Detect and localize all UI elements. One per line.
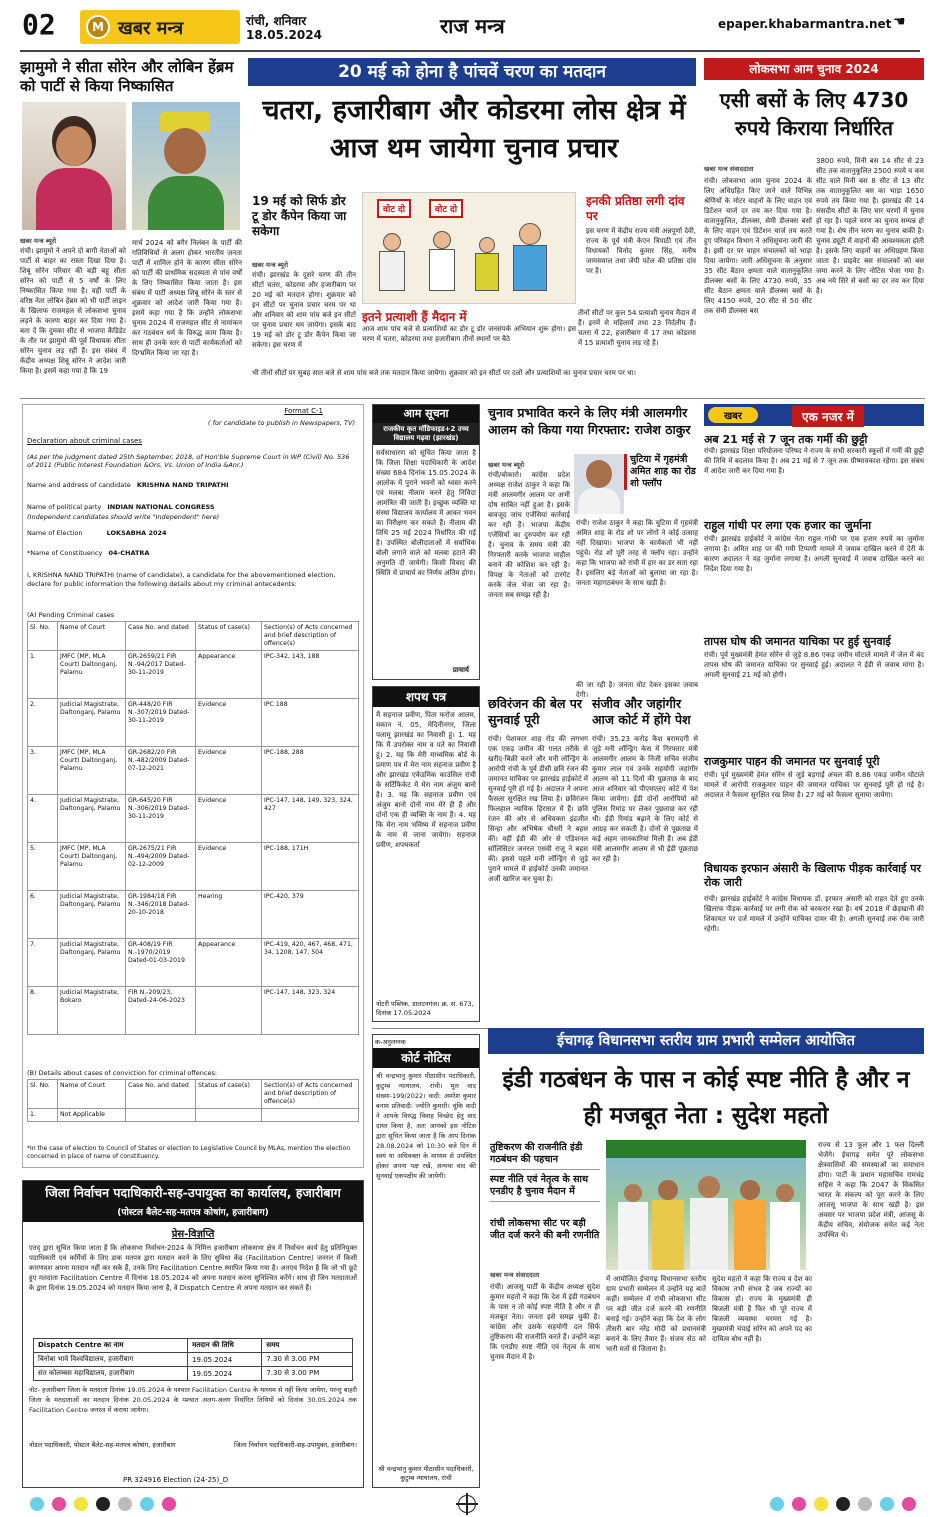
headline: चुनाव प्रभावित करने के लिए मंत्री आलमगीर आलम को किया गया गिरफ्तार: राजेश ठाकुर xyxy=(488,405,691,437)
brief-3-headline: तापस घोष की जमानत याचिका पर हुई सुनवाई xyxy=(704,635,891,648)
sign-left: नोडल पदाधिकारी, पोस्टल बैलेट-सह-मतपत्र कोषांग, हजारीबाग xyxy=(29,1441,176,1449)
footnote: *In the case of election to Council of States or election to Legislative Council by MLAs, mention the election concerned in place of name of constituency. xyxy=(27,1145,350,1160)
notice-title: जिला निर्वाचन पदाधिकारी-सह-उपायुक्त का कार्यालय, हजारीबाग xyxy=(23,1181,363,1205)
court-sign: श्री चन्द्रभानु कुमार पीठासीन पदाधिकारी, कुटुम्ब न्यायालय, रांची xyxy=(378,1465,474,1482)
notice-school: राजकीय कृत मॉडिफाइड+2 उच्च विद्यालय गढ़वा (झारखंड) xyxy=(373,423,479,445)
notice-body: सर्वसाधारण को सूचित किया जाता है कि जिला शिक्षा पदाधिकारी के आदेश संख्या 684 दिनांक 15.05.2024 के आलोक में पुराने भवनों को ध्वस्त करने एवं मलबा नीलाम करने हेतु निविदा आमंत्रित की जाती है। इच्छुक व्यक्ति या संस्था विद्यालय कार्यालय में आकर भवन का निरीक्षण कर सकते हैं। नीलाम की तिथि 25 मई 2024 निर्धारित की गई है। उपस्थित बोलीदाताओं में सर्वाधिक बोली लगाने वाले को मलबा हटाने की अनुमति दी जायेगी। किसी विवाद की स्थिति में प्राचार्य का निर्णय अंतिम होगा। xyxy=(376,449,476,577)
reg-dot xyxy=(74,1497,88,1511)
conviction-table xyxy=(27,1079,359,1122)
ek-nazar-label: एक नजर में xyxy=(792,406,864,427)
cartoon-illustration xyxy=(362,192,576,304)
headline: एसी बसों के लिए 4730 रुपये किराया निर्धारित xyxy=(719,88,909,140)
affidavit-format-c1 xyxy=(22,404,364,1168)
divider-horizontal-top xyxy=(20,398,925,399)
story-col-5: भी तीनों सीटों पर सुबह सात बजे से शाम पांच बजे तक मतदान किया जायेगा। शुक्रवार को इन सीटों पर दलों और प्रत्याशियों का चुनाव प्रचार चरम पर था। xyxy=(252,369,637,377)
masthead-date: 18.05.2024 xyxy=(246,28,322,42)
story-col-2: 3800 रुपये, मिनी बस 14 सीट से 23 सीट तक वातानुकूलित 2500 रुपये व कम सीट वाले मिनी बस 8 सीट से 13 सीट तक वातानुकूलित बस का भाड़ा 1650 रुपये तय किया गया है। झारखंड की 14 संसदीय सीटों के लिए चार चरणों में चुनाव हो रहा है। पहले चरण का चुनाव सम्पन्न हो गया है। शेष तीन चरण का चुनाव बाकी है। चुनाव ड्यूटी में वाहनों की आवश्यकता होती है। इसके लिए वाहनों का अधिग्रहण किया जाता है। प्राइवेट बस संचालकों को बस जमा करने के लिए नोटिस भेजा गया है। अब नये सिरे से बसों का दर तय कर दिया है। xyxy=(816,157,924,295)
reg-dot xyxy=(162,1497,176,1511)
hand-cursor-icon: ☚ xyxy=(893,14,906,30)
byline: खबर मन्त्र ब्यूरो xyxy=(488,461,525,469)
court-label: क-अनुलग्नक xyxy=(375,1038,406,1046)
brief-4-headline: राजकुमार पाहन की जमानत पर सुनवाई पूरी xyxy=(704,755,880,768)
conviction-title: (B) Details about cases of conviction for criminal offences: xyxy=(27,1069,218,1077)
table-header-row: Dispatch Centre का नाम मतदान की तिथि समय xyxy=(34,1339,353,1353)
kicker-bar: 20 मई को होना है पांचवें चरण का मतदान xyxy=(248,58,696,86)
table-row: 4. Judicial Magistrate, Daltonganj, Palamu GR-645/20 FIR N.-306/2019 Dated-30-11-2019 Evidence IPC-147, 148, 149, 323, 324, 427 xyxy=(28,795,359,843)
byline: खबर मन्त्र ब्यूरो xyxy=(252,261,289,269)
table-row: 6. Judicial Magistrate, Daltonganj, Palamu GR-1984/18 FIR N.-346/2018 Dated-20-10-2018 Hearing IPC-420, 379 xyxy=(28,891,359,939)
brand-bar xyxy=(80,10,240,44)
party-label: Name of political party xyxy=(27,503,102,511)
party-note: (Independent candidates should write "Independent" here) xyxy=(27,513,220,521)
brief-1-headline: अब 21 मई से 7 जून तक गर्मी की छुट्टी xyxy=(704,433,868,446)
constituency-value: 04-CHATRA xyxy=(108,549,150,557)
brand-logo-icon: M xyxy=(86,15,110,39)
brief-5-headline: विधायक इरफान अंसारी के खिलाफ पीड़क कार्रवाई पर रोक जारी xyxy=(704,862,922,889)
election-label: Name of Election xyxy=(27,529,83,537)
brief-banner xyxy=(704,404,924,426)
photo-rally xyxy=(606,1140,806,1270)
election-value: LOKSABHA 2024 xyxy=(106,529,167,537)
story-body: रांची। 35.23 करोड़ कैश बरामदगी से जुड़े मनी लॉन्ड्रिंग केस में गिरफ्तार मंत्री आलमगीर आलम के निजी सचिव संजीव कुमार लाल एवं उनके सहयोगी जहांगीर आलम को 11 दिनों की पूछताछ के बाद आज शनिवार को पीएमएलए कोर्ट में पेश किया जायेगा। ईडी दोनों आरोपियों को पुलिस रिमांड पर लेकर पूछताछ कर रही थी। ईडी रिमांड बढ़ाने के लिए कोर्ट से आग्रह कर सकती है। दोनों से पूछताछ में कई अहम जानकारियां मिली हैं। अब ईडी मंत्री आलमगीर आलम से भी ईडी पूछताछ कर रही है। xyxy=(592,735,698,863)
story-jmm-expulsion xyxy=(20,58,242,390)
court-title: कोर्ट नोटिस xyxy=(373,1048,479,1068)
subhead-candidates: इतने प्रत्याशी हैं मैदान में xyxy=(362,310,467,324)
pending-cases-title: (A) Pending Criminal cases xyxy=(27,611,115,619)
public-notice xyxy=(372,404,480,680)
page-number: 02 xyxy=(22,8,56,41)
court-body: श्री चन्द्रभानु कुमार पीठासीन पदाधिकारी, कुटुम्ब न्यायालय, रांची। मूल वाद संख्या-199/2022। वादी: अमरेश कुमार बनाम प्रतिवादी: ज्योति कुमारी। चूंकि वादी ने आपके विरुद्ध विवाह विच्छेद हेतु वाद दायर किया है, अतः आपको इस नोटिस द्वारा सूचित किया जाता है कि आप दिनांक 28.08.2024 को 10:30 बजे दिन में स्वयं या अधिवक्ता के माध्यम से उपस्थित होकर अपना पक्ष रखें, अन्यथा वाद की सुनवाई एकपक्षीय की जायेगी। xyxy=(376,1072,476,1180)
news-briefs xyxy=(704,404,924,1024)
section-name: राज मन्त्र xyxy=(440,14,505,38)
photo-lobin-hembrom xyxy=(132,102,240,230)
sign-right: वोट दो xyxy=(429,199,463,218)
headline: इंडी गठबंधन के पास न कोई स्पष्ट नीति है और न ही मजबूत नेता : सुदेश महतो xyxy=(502,1067,910,1129)
name-label: Name and address of candidate xyxy=(27,481,131,489)
story-col-1: रांची। झारखंड के दूसरे चरण की तीन सीटों चतरा, कोडरमा और हजारीबाग पर 20 मई को मतदान होगा। शुक्रवार को इन सीटों पर चुनाव प्रचार चरम पर था और शनिवार को शाम पांच बजे इन सीटों पर चुनाव प्रचार थम जायेगा। इसके बाद 19 मई को डोर टू डोर कैंपेन किया जा सकेगा। इस चरण में xyxy=(252,271,356,349)
story-col-2: में आयोजित ईचागढ़ विधानसभा स्तरीय ग्राम प्रभारी सम्मेलन में उन्होंने यह बातें कहीं। सम्मेलन में रांची लोकसभा सीट पर बड़ी जीत दर्ज करने की रणनीति बनाई गई। उन्होंने कहा कि देश के लोग तीसरी बार नरेंद्र मोदी को प्रधानमंत्री बनाने के लिए तैयार हैं। संजय सेठ को भारी मतों से जिताना है। xyxy=(606,1275,706,1353)
court-notice xyxy=(372,1034,480,1488)
form-for: ( for candidate to publish in Newspapers, TV) xyxy=(207,419,355,427)
section-banner: लोकसभा आम चुनाव 2024 xyxy=(704,58,924,80)
brief-2-headline: राहुल गांधी पर लगा एक हजार का जुर्माना xyxy=(704,519,872,532)
table-row: संत कोलम्बस महाविद्यालय, हजारीबाग 19.05.2024 7.30 से 3.00 PM xyxy=(34,1367,353,1381)
form-title: Declaration about criminal cases xyxy=(27,437,143,445)
reg-dot xyxy=(814,1497,828,1511)
brief-5-body: रांची। झारखंड हाईकोर्ट ने कांग्रेस विधायक डॉ. इरफान अंसारी को राहत देते हुए उनके खिलाफ पीड़क कार्रवाई पर लगी रोक को बरकरार रखा है। वर्ष 2018 में छेड़खानी की शिकायत पर दर्ज मामले में उन्होंने याचिका दायर की है। अगली सुनवाई तक रोक जारी रहेगी। xyxy=(704,895,924,933)
notice-body: मैं सहनाज प्रवीण, पिता फरोज आलम, मकान नं. 05, मेदिनीनगर, जिला पलामू झारखंड का निवासी हूं। 1. यह कि मैं उपरोक्त नाम व पते का निवासी हूं। 2. यह कि मेरी माध्यमिक बोर्ड के प्रमाण पत्र में मेरा नाम सहनाज प्रवीण है और झारखंड एकेडमिक काउंसिल रांची के सर्टिफिकेट में मेरा नाम अंजुम बानो है। 3. यह कि सहनाज प्रवीण एवं अंजुम बानो दोनों नाम मेरे ही हैं और दोनों एक ही व्यक्ति के नाम हैं। 4. यह कि मेरा नाम भविष्य में सहनाज प्रवीण के नाम से जाना जायेगा। सहनाज प्रवीण, शपथकर्ता xyxy=(376,711,476,849)
notice-note: नोट- हजारीबाग जिला के मतदाता दिनांक 19.05.2024 के पश्चात Facilitation Centre के माध्यम से नहीं किया जायेगा, परन्तु बाहरी जिला के मतदाताओं का मतदान दिनांक 20.05.2024 के पश्चात अलग-अलग निर्धारित तिथियों को दिनांक 30.05.2024 तक Facilitation Centre जनरल में कराया जायेगा। xyxy=(29,1386,357,1414)
story-col-1: रांची/बोकारो। कांग्रेस प्रदेश अध्यक्ष राजेश ठाकुर ने कहा कि मंत्री आलमगीर आलम पर अभी दोष साबित नहीं हुआ है। इसके बावजूद जांच एजेंसियां कार्रवाई कर रही हैं। भाजपा केंद्रीय एजेंसियों का दुरुपयोग कर रही है। चुनाव के समय मंत्री की गिरफ्तारी करके भाजपा माहौल बनाने की कोशिश कर रही है। विपक्ष के नेताओं को टारगेट करके जेल भेजा जा रहा है। जनता सब समझ रही है। xyxy=(488,471,570,599)
story-rajesh-thakur xyxy=(488,404,698,699)
notice-header: आम सूचना xyxy=(373,405,479,423)
story-col-4: राज्य से 13 फूल और 1 फल दिल्ली भेजेंगे। ईचागढ़ समेत पूरे लोकसभा क्षेत्रवासियों की समस्याओं का समाधान होगा। पार्टी के प्रधान महासचिव रामचंद्र सहिस ने कहा कि 2047 के विकसित भारत के संकल्प को पूरा करने के लिए आजसू भाजपा के साथ खड़ी है। इस अवसर पर भाजपा प्रदेश मंत्री, आजसू के केंद्रीय सचिव, संयोजक समेत कई नेता उपस्थित थे। xyxy=(818,1141,924,1239)
story-sanjeev-jahangir xyxy=(592,696,698,1022)
sign-left: वोट दो xyxy=(377,199,411,218)
story-sudesh-mahto xyxy=(488,1028,924,1490)
masthead-place: रांची, शनिवार xyxy=(246,14,307,28)
table-row: 5. JMFC (MP, MLA Court) Daltonganj, Palamu GR-2675/21 FIR N.-494/2009 Dated-02-12-2009 Evidence IPC-188, 171H xyxy=(28,843,359,891)
registration-mark-icon xyxy=(458,1495,476,1513)
story-col-2: आज शाम पांच बजे से प्रत्याशियों का डोर टू डोर जनसंपर्क अभियान शुरू होगा। इस चरण में चतरा, कोडरमा तथा हजारीबाग तीनों स्थानों पर बैठे xyxy=(362,325,576,343)
highlight-box: चुटिया में गृहमंत्री अमित शाह का रोड शो फ्लॉप xyxy=(624,454,698,490)
table-row: 1. Not Applicable xyxy=(28,1109,359,1122)
table-header-row: Sl. No. Name of Court Case No. and dated Status of case(s) Section(s) of Acts concerned and brief description of offence(s) xyxy=(28,622,359,651)
reg-dot xyxy=(96,1497,110,1511)
headline: झामुमो ने सीता सोरेन और लोबिन हेंब्रम को पार्टी से किया निष्कासित xyxy=(20,58,234,95)
khabar-label: खबर xyxy=(708,407,758,423)
brief-1-body: रांची। झारखंड शिक्षा परियोजना परिषद ने राज्य के सभी सरकारी स्कूलों में गर्मी की छुट्टी की तिथि में बदलाव किया है। अब 21 मई से 7 जून तक ग्रीष्मावकाश रहेगा। इस संबंध में आदेश जारी कर दिया गया है। xyxy=(704,447,924,475)
table-row: 3. JMFC (MP, MLA Court) Daltonganj, Palamu GR-2682/20 FIR N.-482/2009 Dated-07-12-2021 Evidence IPC-188, 288 xyxy=(28,747,359,795)
photo-sita-soren xyxy=(22,102,126,230)
brief-3-body: रांची। पूर्व मुख्यमंत्री हेमंत सोरेन से जुड़े 8.86 एकड़ जमीन घोटाले मामले में जेल में बंद तापस घोष की जमानत याचिका पर सुनवाई हुई। अदालत ने ईडी से जवाब मांगा है। अगली सुनवाई 21 मई को होगी। xyxy=(704,651,924,679)
form-order: (As per the judgment dated 25th September, 2018, of Hon'ble Supreme Court in WP (Civil) No. 536 of 2011 (Public Interest Foundation &Ors. Vs. Union of India &Anr.) xyxy=(27,453,350,469)
sign-right: जिला निर्वाचन पदाधिकारी-सह-उपायुक्त, हजारीबाग। xyxy=(234,1441,357,1449)
kicker-bar: ईचागढ़ विधानसभा स्तरीय ग्राम प्रभारी सम्मेलन आयोजित xyxy=(488,1028,924,1054)
masthead xyxy=(0,0,945,52)
constituency-label: *Name of Constituency xyxy=(27,549,103,557)
brief-4-body: रांची। पूर्व मुख्यमंत्री हेमंत सोरेन से जुड़े बड़गाईं अंचल की 8.86 एकड़ जमीन घोटाले मामले में आरोपी राजकुमार पाहन की जमानत याचिका पर सुनवाई पूरी हो गई है। अदालत ने फैसला सुरक्षित रख लिया है। 27 मई को फैसला सुनाया जायेगा। xyxy=(704,771,924,799)
story-col-1: रांची। झामुमो ने अपने दो बागी नेताओं को पार्टी से बाहर का रास्ता दिखा दिया है। शिबू सोरेन परिवार की बड़ी बहू सीता सोरेन को पार्टी से 5 वर्षों के लिए निष्कासित किया गया है। वहीं पार्टी के वरिष्ठ नेता लोबिन हेंब्रम को भी पार्टी लाइन के खिलाफ राजमहल से लोकसभा चुनाव लड़ने के कारण बाहर कर दिया गया है। बता दें कि दुमका सीट से भाजपा कैंडिडेट के तौर पर झामुमो की पूर्व विधायक सीता सोरेन चुनाव लड़ रहीं हैं। इस संबंध में केंद्रीय अध्यक्ष शिबू सोरेन ने आदेश जारी किया है। इसमें कहा गया है कि 19 xyxy=(20,247,126,375)
table-row: 2. Judicial Magistrate, Daltonganj, Palamu GR-448/20 FIR N.-307/2019 Dated-30-11-2019 Evidence IPC 188 xyxy=(28,699,359,747)
table-row: बिनोबा भावे विश्वविद्यालय, हजारीबाग 19.05.2024 7.30 से 3.00 PM xyxy=(34,1353,353,1367)
table-header-row: Sl. No. Name of Court Case No. and dated Status of case(s) Section(s) of Acts concerned and brief description of offence(s) xyxy=(28,1080,359,1109)
table-row: 1. JMFC (MP, MLA Court) Daltonganj, Palamu GR-2659/21 FIR N.-94/2017 Dated-30-11-2019 Appearance IPC-342, 143, 188 xyxy=(28,651,359,699)
reg-dot xyxy=(118,1497,132,1511)
notice-subtitle: (पोस्टल बैलेट-सह-मतपत्र कोषांग, हजारीबाग) xyxy=(23,1205,363,1222)
headline: संजीव और जहांगीर आज कोर्ट में होंगे पेश xyxy=(592,696,691,727)
name-value: KRISHNA NAND TRIPATHI xyxy=(136,481,229,489)
party-value: INDIAN NATIONAL CONGRESS xyxy=(107,503,215,511)
district-election-notice xyxy=(22,1180,364,1488)
form-number: Format C-1 xyxy=(284,407,323,415)
subhead-door-to-door: 19 मई को सिर्फ डोर टू डोर कैंपेन किया जा सकेगा xyxy=(252,194,347,238)
notice-footer: नोटरी पब्लिक, डालटनगंज। क्र. सं. 673, दिनांक 17.05.2024 xyxy=(376,1000,474,1017)
declaration-text: I, KRISHNA NAND TRIPATHI (name of candidate), a candidate for the abovementioned election, declare for public information the following details about my criminal antecedents: xyxy=(27,571,336,588)
reg-dot xyxy=(770,1497,784,1511)
notice-header: शपथ पत्र xyxy=(373,687,479,707)
story-col-1: रांची। आजसू पार्टी के केंद्रीय अध्यक्ष सुदेश कुमार महतो ने कहा कि देश में इंडी गठबंधन के पास न तो कोई स्पष्ट नीति है और न ही मजबूत नेता। जनता इसे समझ चुकी है। कांग्रेस और उसके सहयोगी दल सिर्फ तुष्टिकरण की राजनीति करते हैं। उन्होंने कहा कि एनडीए स्पष्ट नीति एवं नेतृत्व के साथ चुनाव मैदान में है। xyxy=(490,1283,600,1361)
story-col-4: तीनों सीटों पर कुल 54 प्रत्याशी चुनाव मैदान में हैं। इनमें से महिलायें तथा 23 निर्दलीय हैं। चतरा में 22, हजारीबाग में 17 तथा कोडरमा में 15 प्रत्याशी चुनाव लड़ रहे हैं। xyxy=(578,309,696,347)
story-campaign-ends xyxy=(248,58,696,390)
reg-dot xyxy=(30,1497,44,1511)
table-row: 8. Judicial Magistrate, Bokaro FIR N.-209/23, Dated-24-06-2023 IPC-147, 148, 323, 324 xyxy=(28,987,359,1035)
reg-dot xyxy=(836,1497,850,1511)
headline: छविरंजन की बेल पर सुनवाई पूरी xyxy=(488,696,582,727)
dispatch-centre-table xyxy=(33,1338,353,1381)
story-body: रांची। पेशाकार शाह रोड की लगभग एक एकड़ जमीन की गलत तरीके से खरीद-बिक्री करने और मनी लॉन्ड्रिंग के आरोपी रांची के पूर्व डीसी छवि रंजन की जमानत याचिका पर झारखंड हाईकोर्ट में सुनवाई पूरी हो गई है। अदालत ने अपना फैसला सुरक्षित रख लिया है। छविरंजन फिलहाल न्यायिक हिरासत में हैं। छवि रंजन की ओर से अधिवक्ता इंद्रजीत सिन्हा और अभिषेक चौधरी ने बहस की। वहीं ईडी की ओर से एडिशनल सॉलिसिटर जनरल एसवी राजू ने बहस की। इससे पहले मनी लॉन्ड्रिंग से जुड़े पुराने मामले में हाईकोर्ट उनकी जमानत अर्जी खारिज कर चुका है। xyxy=(488,735,588,883)
table-row: 7. Judicial Magistrate, Daltonganj, Palamu GR-408/19 FIR N.-1970/2019 Dated-01-03-2019 Appearance IPC-419, 420, 467, 468, 471, 34, 1208, 147, 504 xyxy=(28,939,359,987)
pullquote-3: रांची लोकसभा सीट पर बड़ी जीत दर्ज करने की बनी रणनीति xyxy=(490,1218,600,1241)
affidavit-name-change xyxy=(372,686,480,1022)
subhead-prestige: इनकी प्रतिष्ठा लगी दांव पर xyxy=(586,194,685,223)
story-col-3: इस चरण में केंद्रीय राज्य मंत्री अन्नपूर्णा देवी, राज्य के पूर्व मंत्री केएन त्रिपाठी एवं तीन विधायकों विनोद कुमार सिंह, मनीष जायसवाल तथा जेपी पटेल की प्रतिष्ठा दांव पर है। xyxy=(586,227,696,275)
headline: चतरा, हजारीबाग और कोडरमा लोस क्षेत्र में आज थम जायेगा चुनाव प्रचार xyxy=(262,95,686,164)
byline: खबर मन्त्र संवाददाता xyxy=(704,165,754,173)
reg-dot xyxy=(140,1497,154,1511)
story-bus-fare xyxy=(704,58,924,398)
masthead-rule xyxy=(20,50,920,52)
notice-body: एतद् द्वारा सूचित किया जाता है कि लोकसभा निर्वाचन-2024 के निमित्त हजारीबाग लोकसभा क्षेत्र में निर्वाचन कार्य हेतु प्रतिनियुक्त पदाधिकारी एवं कर्मियों के लिए डाक मतपत्र द्वारा मतदान करने के लिए सुविधा केंद्र (Facilitation Centre) जनरल में किसी कारणवश अपना मतदान नहीं कर सके हैं, उनके लिए Facilitation Centre स्थापित किया गया है। अतएव निदेश है कि जो भी छूटे हुए मतदाता Facilitation Centre में दिनांक 18.05.2024 को अपना मतदान करना सुनिश्चित करेंगे। साथ ही जिन मतदाताओं के द्वारा दिनांक 19.05.2024 को मतदान किया जाना है, वे Dispatch Centre से अपना मतदान कर सकते हैं। xyxy=(29,1244,357,1292)
story-col-1: रांची। लोकसभा आम चुनाव 2024 के लिए अधिग्रहित किए जाने वाले विभिन्न श्रेणियों के मोटर वाहनों के लिए वाहन एवं डिटेंशन चार्ज दर तय कर दिया गया है। वातानुकूलित, डीलक्स, सेमी डीलक्स बसों के लिए वाहन एवं डिटेंशन चार्ज तय करते हुए परिवहन विभाग ने अधिसूचना जारी की है। इसी दर पर वाहन संचालकों को भाड़ा दिया जायेगा। जारी अधिसूचना के अनुसार 35 सीट बैठान क्षमता वाले वातानुकूलित डीलक्स बसों के लिए 4730 रुपये, 35 सीट बैठान क्षमता वाले डीलक्स बसों के लिए 4150 रुपये, 20 सीट से 50 सीट तक सेमी डीलक्स बस xyxy=(704,177,812,315)
reg-dot xyxy=(902,1497,916,1511)
pr-number: PR 324916 Election (24-25)_D xyxy=(123,1476,229,1484)
byline: खबर मन्त्र ब्यूरो xyxy=(20,237,57,245)
byline: खबर मन्त्र संवाददाता xyxy=(490,1271,540,1279)
pullquote-1: तुष्टिकरण की राजनीति इंडी गठबंधन की पहचान xyxy=(490,1142,600,1170)
reg-dot xyxy=(792,1497,806,1511)
story-col-2: रांची। राजेश ठाकुर ने कहा कि चुटिया में गृहमंत्री अमित शाह के रोड शो पर लोगों ने कोई उत्साह नहीं दिखाया। भाजपा के कार्यकर्ता भी नहीं पहुंचे। रोड शो पूरी तरह से फ्लॉप रहा। उन्होंने कहा कि भाजपा को रांची में हार का डर सता रहा है। इसलिए बड़े नेताओं को बुलाया जा रहा है। जनता महागठबंधन के साथ खड़ी है। xyxy=(576,519,698,587)
brief-2-body: रांची। झारखंड हाईकोर्ट ने कांग्रेस नेता राहुल गांधी पर एक हजार रुपये का जुर्माना लगाया है। अमित शाह पर की गयी टिप्पणी मामले में जवाब दाखिल करने में देरी के कारण अदालत ने यह जुर्माना लगाया है। अगली सुनवाई में जवाब दाखिल करने का निर्देश दिया गया है। xyxy=(704,535,924,573)
story-col-3: की जा रही है। जनता वोट देकर इसका जवाब देगी। xyxy=(576,681,698,699)
brand-name: खबर मन्त्र xyxy=(118,18,184,39)
story-col-3: सुदेश महतो ने कहा कि राज्य व देश का विकास तभी संभव है जब राज्यों का विकास हो। राज्य के मुख्यमंत्री ही बिजली मंत्री हैं फिर भी पूरे राज्य में बिजली व्यवस्था चरमरा गई है। मुख्यमंत्री चंपाई सोरेन को अपने पद का दायित्व बोध नहीं है। xyxy=(712,1275,812,1343)
reg-dot xyxy=(52,1497,66,1511)
pullquote-2: स्पष्ट नीति एवं नेतृत्व के साथ एनडीए है चुनाव मैदान में xyxy=(490,1174,600,1202)
photo-rajesh-thakur xyxy=(574,454,624,514)
press-release-label: प्रेस-विज्ञप्ति xyxy=(171,1229,215,1240)
pending-cases-table xyxy=(27,621,359,1035)
story-col-2: मार्च 2024 को बगैर निलंबन के पार्टी की गतिविधियों से अलग होकर भारतीय जनता पार्टी में शामिल होने के कारण सीता सोरेन को पार्टी की प्राथमिक सदस्यता से पांच वर्षों के लिए निष्कासित किया जाता है। इस संबंध में पार्टी अध्यक्ष शिबू सोरेन के स्तर से शुक्रवार को आदेश जारी किया गया है। इसमें कहा गया है कि उन्होंने लोकसभा चुनाव 2024 में राजमहल सीट से नामांकन कर गठबंधन धर्म के विरुद्ध काम किया है। साथ ही उनके स्तर से पार्टी कार्यकर्ताओं को दिग्भ्रमित किया जा रहा है। xyxy=(132,239,242,357)
notice-sign: प्राचार्य xyxy=(452,666,469,674)
story-chhavi-ranjan xyxy=(488,696,588,1022)
epaper-url[interactable]: epaper.khabarmantra.net xyxy=(718,17,892,31)
reg-dot xyxy=(858,1497,872,1511)
reg-dot xyxy=(880,1497,894,1511)
